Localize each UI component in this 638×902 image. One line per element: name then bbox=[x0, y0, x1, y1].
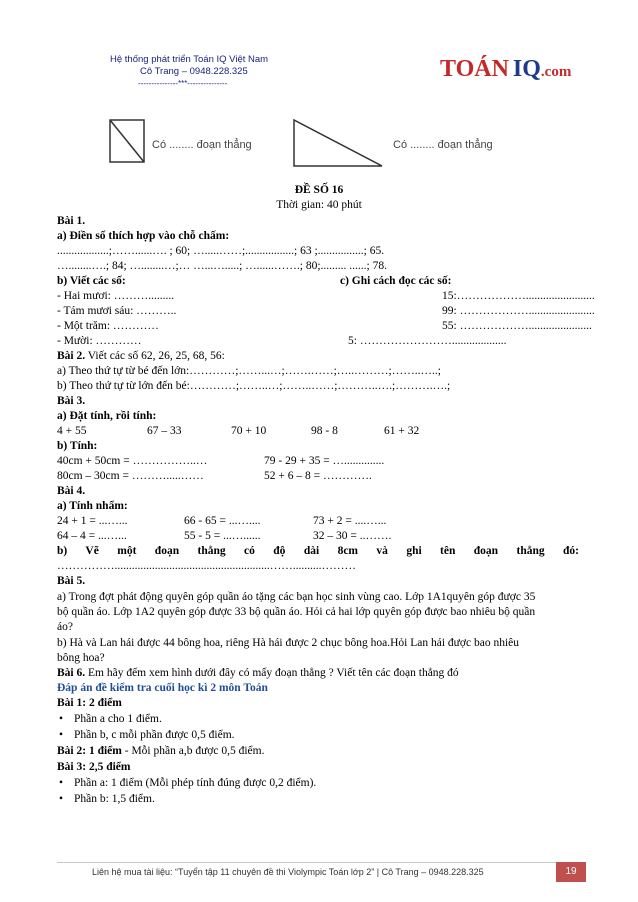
bai1c-item2: 99: ………………....................... bbox=[442, 305, 595, 317]
answer2-heading: Bài 2: 1 điểm bbox=[57, 745, 122, 757]
bai4a-item2: 66 - 65 = ...….... bbox=[184, 515, 261, 527]
bai5a-line3: áo? bbox=[57, 621, 73, 633]
bai1b-item4: - Mười: ………… bbox=[57, 335, 142, 347]
bai1c-item3: 55: ………………...................... bbox=[442, 320, 592, 332]
bai1-heading: Bài 1. bbox=[57, 215, 86, 227]
bai4b-answer-dots: ……………......................................................……..........……… bbox=[57, 560, 356, 572]
answer3-heading: Bài 3: 2,5 điểm bbox=[57, 761, 131, 773]
answer1-b: • Phần b, c mỗi phần được 0,5 điểm. bbox=[74, 728, 235, 742]
bai2b: b) Theo thứ tự từ lớn đến bé:…………;……..…;……..……;………..….;……….….; bbox=[57, 380, 451, 392]
bai3a-expr5: 61 + 32 bbox=[384, 425, 420, 437]
answer1-heading: Bài 1: 2 điểm bbox=[57, 697, 122, 709]
bai3a-expr2: 67 – 33 bbox=[147, 425, 182, 437]
bai1c-item4: 5: ……………………................... bbox=[348, 335, 507, 347]
exam-title: ĐỀ SỐ 16 bbox=[294, 184, 344, 196]
bai4a-item6: 32 – 30 = ..……. bbox=[313, 530, 392, 542]
toaniq-logo bbox=[440, 56, 571, 83]
logo-part2: IQ bbox=[512, 56, 541, 82]
bai1a-heading: a) Điền số thích hợp vào chỗ chấm: bbox=[57, 230, 230, 242]
exam-time: Thời gian: 40 phút bbox=[276, 199, 362, 211]
bai3a-heading: a) Đặt tính, rồi tính: bbox=[57, 410, 157, 422]
bai2a: a) Theo thứ tự từ bé đến lớn:…………;……...…;…….……;…..………;……..…..; bbox=[57, 365, 441, 377]
bai6 bbox=[57, 666, 459, 680]
contact-info: Cô Trang – 0948.228.325 bbox=[140, 66, 248, 77]
bai3a-expr4: 98 - 8 bbox=[311, 425, 338, 437]
bai2-heading bbox=[57, 349, 225, 363]
bai3b-item4: 52 + 6 – 8 = …………. bbox=[264, 470, 372, 482]
answer-key-title: Đáp án đề kiểm tra cuối học kì 2 môn Toán bbox=[57, 682, 268, 694]
bai6-text: Em hãy đếm xem hình dưới đây có mấy đoạn thẳng ? Viết tên các đoạn thẳng đó bbox=[88, 667, 459, 679]
bai2-label: Bài 2. bbox=[57, 350, 86, 362]
bai4a-item1: 24 + 1 = ...…... bbox=[57, 515, 128, 527]
bai3a-expr3: 70 + 10 bbox=[231, 425, 267, 437]
bai3-heading: Bài 3. bbox=[57, 395, 86, 407]
answer1-a: • Phần a cho 1 điểm. bbox=[74, 712, 162, 726]
bai2-text: Viết các số 62, 26, 25, 68, 56: bbox=[87, 350, 225, 362]
answer2 bbox=[57, 744, 264, 758]
bai5a-line2: bộ quần áo. Lớp 1A2 quyên góp được 33 bộ quần áo. Hỏi cả hai lớp quyên góp được bao nhiêu bộ quần bbox=[57, 606, 536, 618]
org-name: Hệ thống phát triển Toán IQ Việt Nam bbox=[110, 54, 269, 65]
figure-label-2: Có ........ đoạn thẳng bbox=[393, 139, 493, 151]
answer2-text: - Mỗi phần a,b được 0,5 điểm. bbox=[124, 745, 265, 757]
footer-text: Liên hệ mua tài liệu: “Tuyển tập 11 chuyên đề thi Violympic Toán lớp 2” | Cô Trang – 0948.228.325 bbox=[92, 867, 484, 877]
figure-label-1: Có ........ đoạn thẳng bbox=[152, 139, 252, 151]
bai4a-item4: 64 – 4 = ...…... bbox=[57, 530, 127, 542]
page-number: 19 bbox=[556, 862, 586, 882]
bai5-heading: Bài 5. bbox=[57, 575, 86, 587]
page-footer bbox=[57, 862, 579, 881]
bai3b-heading: b) Tính: bbox=[57, 440, 98, 452]
bai1c-heading: c) Ghi cách đọc các số: bbox=[340, 275, 452, 287]
bai1a-row1: ..................;……......…. ; 60; ….....……;.................; 63 ;................; 65. bbox=[57, 245, 385, 257]
bai1b-heading: b) Viết các số: bbox=[57, 275, 126, 287]
document-header bbox=[110, 54, 268, 90]
bai3a-expr1: 4 + 55 bbox=[57, 425, 87, 437]
square-figure bbox=[108, 118, 146, 164]
bai1b-item3: - Một trăm: ………… bbox=[57, 320, 159, 332]
logo-part1: TOÁN bbox=[440, 56, 509, 82]
bai1b-item1: - Hai mươi: ………......... bbox=[57, 290, 175, 302]
bai6-label: Bài 6. bbox=[57, 667, 86, 679]
bai5b-line1: b) Hà và Lan hái được 44 bông hoa, riêng Hà hái được 2 chục bông hoa.Hỏi Lan hái được bao nhiêu bbox=[57, 637, 519, 649]
bai3b-item2: 79 - 29 + 35 = ….............. bbox=[264, 455, 385, 467]
bai4a-heading: a) Tính nhẩm: bbox=[57, 500, 128, 512]
bai4b: b) Vẽ một đoạn thẳng có độ dài 8cm và ghi tên đoạn thẳng đó: bbox=[57, 545, 579, 557]
bai4a-item5: 55 - 5 = ...…...... bbox=[184, 530, 261, 542]
bai3b-item3: 80cm – 30cm = ……….....…… bbox=[57, 470, 204, 482]
logo-part3: .com bbox=[540, 64, 572, 80]
triangle-figure bbox=[290, 118, 386, 168]
bai1c-item1: 15:………………........................ bbox=[442, 290, 595, 302]
bai4a-item3: 73 + 2 = ....…... bbox=[313, 515, 387, 527]
bai1b-item2: - Tám mươi sáu: ……….. bbox=[57, 305, 177, 317]
bai5a-line1: a) Trong đợt phát động quyên góp quần áo tặng các bạn học sinh vùng cao. Lớp 1A1quyên góp được 35 bbox=[57, 591, 536, 603]
bai5b-line2: bông hoa? bbox=[57, 652, 105, 664]
bai3b-item1: 40cm + 50cm = ……………..… bbox=[57, 455, 208, 467]
answer3-a: • Phần a: 1 điểm (Mỗi phép tính đúng được 0,2 điểm). bbox=[74, 776, 316, 790]
bai4-heading: Bài 4. bbox=[57, 485, 86, 497]
header-divider: ---------------***--------------- bbox=[138, 79, 228, 88]
bai1a-row2: …........….; 84; …........…;… …...….....; …......…….; 80;......... ......; 78. bbox=[57, 260, 387, 272]
answer3-b: • Phần b: 1,5 điểm. bbox=[74, 792, 155, 806]
